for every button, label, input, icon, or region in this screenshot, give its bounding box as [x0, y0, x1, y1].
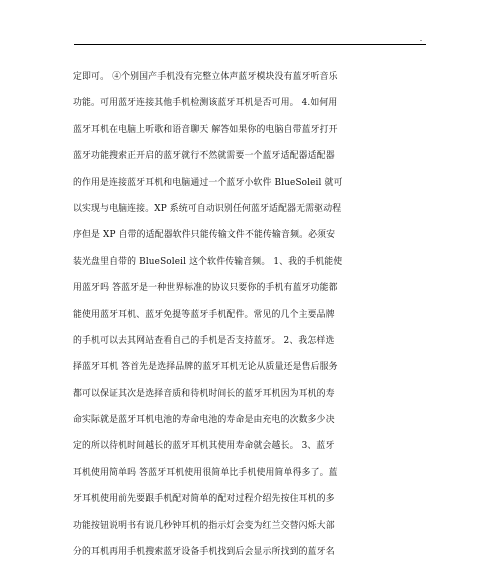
body-line: 功能。可用蓝牙连接其他手机检测该蓝牙耳机是否可用。 4.如何用: [73, 98, 338, 109]
body-line: 用蓝牙吗 答蓝牙是一种世界标准的协议只要你的手机有蓝牙功能都: [73, 283, 338, 294]
body-line: 择蓝牙耳机 答首先是选择品牌的蓝牙耳机无论从质量还是售后服务: [73, 362, 338, 373]
body-line: 蓝牙耳机在电脑上听歌和语音聊天 解答如果你的电脑自带蓝牙打开: [73, 124, 338, 135]
body-line: 蓝牙功能搜索正开启的蓝牙就行不然就需要一个蓝牙适配器适配器: [73, 151, 335, 162]
body-line: 定即可。 ④个别国产手机没有完整立体声蓝牙模块没有蓝牙听音乐: [73, 72, 338, 82]
body-line: 分的耳机再用手机搜索蓝牙设备手机找到后会显示所找到的蓝牙名: [73, 547, 335, 558]
body-line: 的作用是连接蓝牙耳机和电脑通过一个蓝牙小软件 BlueSoleil 就可: [73, 177, 343, 188]
body-line: 都可以保证其次是选择音质和待机时间长的蓝牙耳机因为耳机的寿: [73, 388, 335, 399]
body-line: 序但是 XP 自带的适配器软件只能传输文件不能传输音频。必须安: [73, 230, 336, 241]
header-corner-mark: .: [420, 34, 422, 43]
body-line: 功能按钮说明书有说几秒钟耳机的指示灯会变为红兰交替闪烁大部: [73, 520, 335, 531]
body-line: 的手机可以去其网站查看自己的手机是否支持蓝牙。 2、我怎样选: [73, 335, 335, 346]
header-rule: [74, 44, 426, 45]
body-line: 以实现与电脑连接。XP 系统可自动识别任何蓝牙适配器无需驱动程: [73, 203, 342, 214]
body-line: 能使用蓝牙耳机、蓝牙免提等蓝牙手机配件。常见的几个主要品牌: [73, 309, 335, 320]
body-line: 牙耳机使用前先要跟手机配对简单的配对过程介绍先按住耳机的多: [73, 494, 335, 505]
body-line: 耳机使用简单吗 答蓝牙耳机使用很简单比手机使用简单得多了。蓝: [73, 467, 338, 478]
body-text: [73, 64, 433, 565]
body-line: 命实际就是蓝牙耳机电池的寿命电池的寿命是由充电的次数多少决: [73, 415, 335, 426]
body-line: 定的所以待机时间越长的蓝牙耳机其使用寿命就会越长。 3、蓝牙: [73, 441, 335, 452]
body-line: 装光盘里自带的 BlueSoleil 这个软件传输音频。 1、我的手机能使: [73, 256, 343, 267]
